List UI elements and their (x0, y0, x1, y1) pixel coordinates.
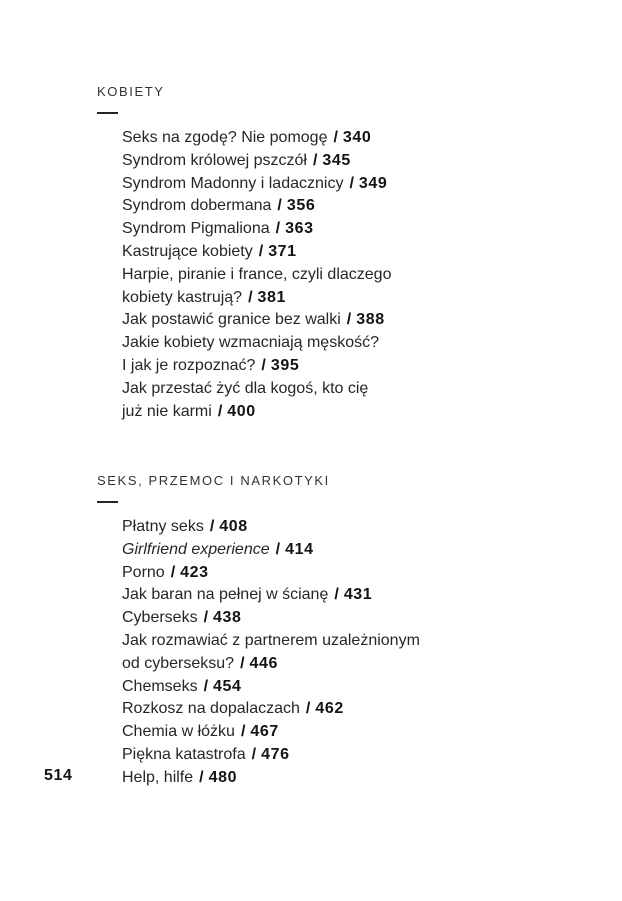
toc-entry (122, 150, 391, 173)
toc-entry-separator: / (312, 151, 318, 169)
toc-entry-line (122, 218, 391, 241)
toc-entry-page-number: 340 (342, 129, 372, 146)
toc-entry-page-number: 388 (356, 311, 385, 329)
toc-entry (122, 309, 391, 332)
toc-entry-separator: / (251, 745, 257, 763)
toc-entry-page-number: 400 (227, 402, 256, 420)
toc-entry-line (122, 630, 420, 653)
toc-entry-line (122, 516, 420, 539)
toc-entry-line (122, 698, 420, 721)
toc-entry (122, 127, 391, 150)
toc-entry-title: Płatny seks (122, 518, 204, 535)
toc-entry (122, 516, 420, 539)
toc-entry (122, 630, 420, 676)
toc-entry-separator: / (248, 288, 253, 306)
toc-entry-line (122, 150, 391, 173)
section-rule (97, 501, 118, 503)
toc-entries (122, 516, 420, 790)
toc-entry-separator: / (277, 197, 282, 215)
toc-entry (122, 721, 420, 744)
toc-entry-line (122, 562, 420, 585)
toc-entry (122, 562, 420, 585)
toc-entry (122, 767, 420, 790)
toc-entry-page-number: 381 (257, 288, 287, 306)
toc-entry-separator: / (203, 609, 209, 627)
toc-entry-title: Seks na zgodę? Nie pomogę (122, 129, 328, 146)
toc-entry-title: Chemseks (122, 677, 198, 695)
toc-entry-line (122, 127, 391, 150)
toc-entry (122, 264, 391, 310)
toc-entry-separator: / (333, 129, 338, 146)
toc-entry-line (122, 721, 420, 744)
toc-entry-page-number: 476 (261, 745, 290, 763)
toc-entry (122, 241, 391, 264)
toc-entry-separator: / (346, 311, 352, 329)
toc-entry-separator: / (170, 563, 176, 581)
toc-entry-page-number: 395 (270, 356, 300, 374)
toc-entries (122, 127, 391, 423)
toc-entry-separator: / (275, 220, 281, 238)
toc-entry-page-number: 446 (249, 654, 279, 672)
toc-entry-page-number: 480 (208, 768, 238, 786)
toc-entry-title: kobiety kastrują? (122, 288, 243, 306)
toc-entry-line (122, 173, 391, 196)
toc-entry-line (122, 309, 391, 332)
toc-entry-separator: / (275, 540, 281, 558)
toc-entry-line (122, 653, 420, 676)
toc-entry (122, 332, 391, 378)
toc-entry (122, 195, 391, 218)
toc-entry (122, 607, 420, 630)
toc-entry-title: Syndrom Pigmaliona (122, 220, 270, 238)
page-folio-number: 514 (44, 767, 73, 784)
toc-entry-title: Jakie kobiety wzmacniają męskość? (122, 334, 379, 352)
toc-section-seks-przemoc-i-narkotyki (97, 473, 420, 790)
toc-entry-line (122, 767, 420, 790)
toc-entry (122, 676, 420, 699)
toc-entry-title: Chemia w łóżku (122, 723, 235, 741)
toc-entry (122, 584, 420, 607)
toc-entry-title: już nie karmi (122, 402, 212, 420)
toc-entry-line (122, 332, 391, 355)
toc-entry-page-number: 467 (250, 723, 279, 741)
toc-entry-page-number: 349 (358, 174, 388, 192)
toc-entry-title: Rozkosz na dopalaczach (122, 700, 300, 718)
toc-entry (122, 378, 391, 424)
toc-entry-page-number: 431 (343, 586, 373, 604)
toc-entry-title: Jak przestać żyć dla kogoś, kto cię (122, 379, 369, 397)
toc-entry-separator: / (217, 402, 223, 420)
toc-entry-title: Jak postawić granice bez walki (122, 311, 341, 329)
toc-entry-page-number: 454 (213, 677, 242, 695)
toc-entry-line (122, 607, 420, 630)
toc-entry-separator: / (240, 654, 245, 672)
toc-entry-title: Syndrom dobermana (122, 197, 272, 215)
toc-entry-separator: / (203, 677, 209, 695)
toc-entry-title: Kastrujące kobiety (122, 242, 253, 260)
toc-entry-page-number: 438 (213, 609, 242, 627)
toc-entry-line (122, 539, 420, 562)
toc-entry-title: Porno (122, 563, 165, 581)
toc-entry-line (122, 287, 391, 310)
toc-section-kobiety (97, 84, 391, 423)
toc-entry-page-number: 462 (315, 700, 344, 718)
toc-entry-separator: / (199, 768, 204, 786)
toc-entry-line (122, 195, 391, 218)
toc-entry-line (122, 241, 391, 264)
toc-entry-title: Jak baran na pełnej w ścianę (122, 586, 329, 604)
toc-entry-page-number: 423 (180, 563, 209, 581)
toc-entry-title: Harpie, piranie i france, czyli dlaczego (122, 265, 392, 283)
toc-entry-page-number: 356 (286, 197, 316, 215)
toc-entry (122, 698, 420, 721)
toc-entry-title: Girlfriend experience (122, 540, 270, 558)
toc-entry-line (122, 264, 391, 287)
toc-entry-title: I jak je rozpoznać? (122, 356, 256, 374)
toc-entry-line (122, 584, 420, 607)
toc-entry-title: Syndrom królowej pszczół (122, 151, 307, 169)
toc-entry-separator: / (305, 700, 311, 718)
toc-entry-line (122, 355, 391, 378)
toc-entry-page-number: 371 (268, 242, 297, 260)
toc-entry-line (122, 744, 420, 767)
toc-entry-separator: / (258, 242, 264, 260)
toc-entry-title: od cyberseksu? (122, 654, 235, 672)
toc-entry-separator: / (261, 356, 266, 374)
section-rule (97, 112, 118, 114)
toc-entry-title: Jak rozmawiać z partnerem uzależnionym (122, 631, 420, 649)
toc-entry-separator: / (209, 518, 215, 535)
toc-entry-page-number: 345 (322, 151, 351, 169)
toc-entry-title: Cyberseks (122, 609, 198, 627)
toc-entry-separator: / (240, 723, 246, 741)
toc-entry-line (122, 401, 391, 424)
section-heading: KOBIETY (97, 84, 165, 99)
toc-entry-separator: / (349, 174, 354, 192)
toc-entry-title: Syndrom Madonny i ladacznicy (122, 174, 344, 192)
toc-entry-title: Help, hilfe (122, 768, 194, 786)
toc-entry-page-number: 363 (285, 220, 314, 238)
toc-entry-separator: / (334, 586, 339, 604)
toc-entry-page-number: 408 (219, 518, 248, 535)
toc-entry-page-number: 414 (285, 540, 314, 558)
toc-entry-line (122, 676, 420, 699)
toc-entry-title: Piękna katastrofa (122, 745, 246, 763)
toc-entry (122, 218, 391, 241)
toc-entry (122, 173, 391, 196)
toc-entry-line (122, 378, 391, 401)
section-heading: SEKS, PRZEMOC I NARKOTYKI (97, 473, 330, 488)
toc-entry (122, 539, 420, 562)
toc-entry (122, 744, 420, 767)
